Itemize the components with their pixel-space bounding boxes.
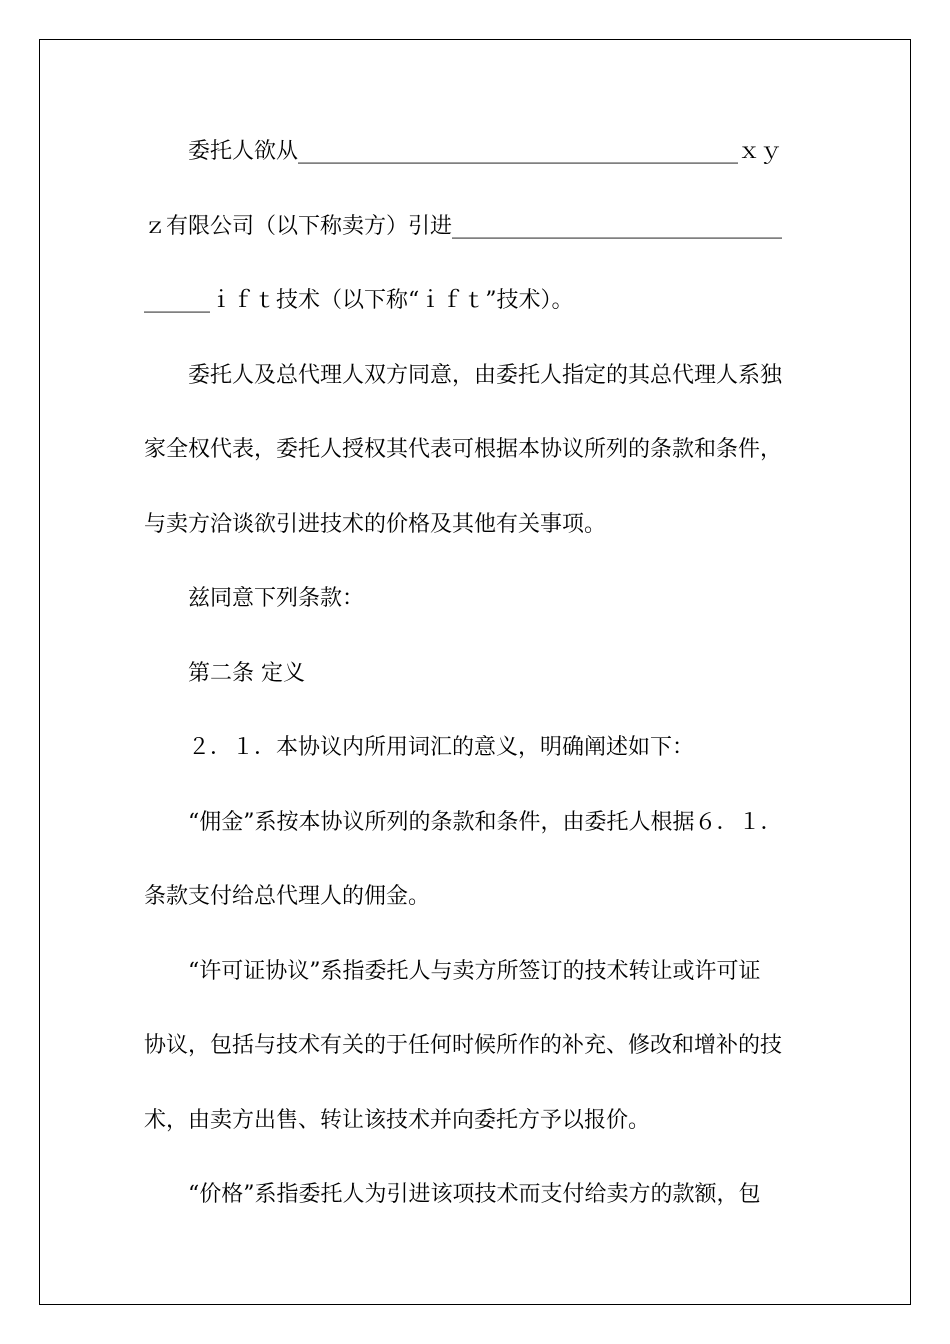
text-line: “许可证协议”系指委托人与卖方所签订的技术转让或许可证 — [144, 959, 761, 984]
text-line: “佣金”系按本协议所列的条款和条件，由委托人根据６．１． — [144, 810, 783, 835]
section-heading: 第二条 定义 — [144, 661, 305, 686]
text-line: 术，由卖方出售、转让该技术并向委托方予以报价。 — [144, 1108, 651, 1133]
text-line: 条款支付给总代理人的佣金。 — [144, 884, 431, 909]
text-line: 委托人欲从________________________________________ｘｙ — [144, 139, 783, 164]
text-line: 兹同意下列条款： — [144, 586, 365, 611]
text-line: ｚ有限公司（以下称卖方）引进______________________________ — [144, 214, 783, 239]
text-line: ２．１．本协议内所用词汇的意义，明确阐述如下： — [144, 735, 695, 760]
text-line: ______ｉｆｔ技术（以下称“ｉｆｔ”技术）。 — [144, 288, 574, 313]
text-line: 协议，包括与技术有关的于任何时候所作的补充、修改和增补的技 — [144, 1033, 783, 1058]
text-line: 与卖方洽谈欲引进技术的价格及其他有关事项。 — [144, 512, 607, 537]
text-line: “价格”系指委托人为引进该项技术而支付给卖方的款额，包 — [144, 1182, 761, 1207]
text-line: 家全权代表，委托人授权其代表可根据本协议所列的条款和条件， — [144, 437, 783, 462]
text-line: 委托人及总代理人双方同意，由委托人指定的其总代理人系独 — [144, 363, 783, 388]
